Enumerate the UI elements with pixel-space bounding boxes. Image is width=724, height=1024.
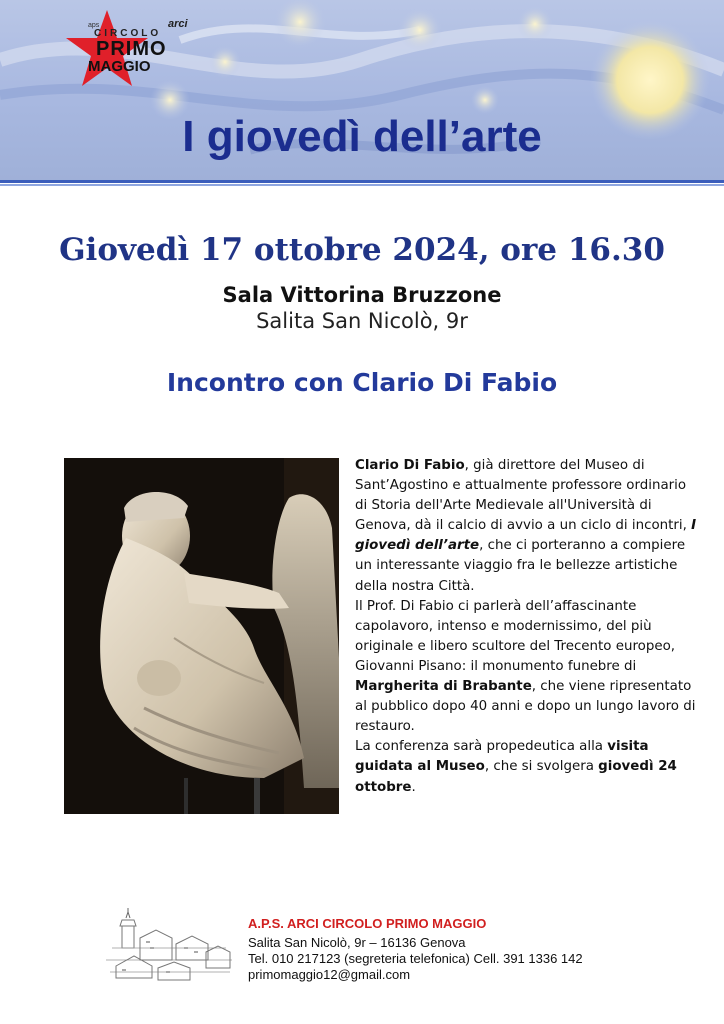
banner-divider-light [0,184,724,186]
sculpture-photo [64,458,339,814]
logo-circolo: CIRCOLO [94,28,162,39]
speaker-name: Clario Di Fabio [355,458,465,473]
association-address: Salita San Nicolò, 9r – 16136 Genova [248,935,466,950]
event-address: Salita San Nicolò, 9r [256,309,468,333]
description-text: La conferenza sarà propedeutica alla [355,739,608,755]
visit-date: giovedì 24 ottobre [355,759,677,795]
monument-subject: Margherita di Brabante [355,679,532,695]
description-text: , già direttore del Museo di Sant’Agostino e attualmente professore ordinario di Storia dell'Arte Medievale all'Università di Genova, dà il calcio di avvio a un ciclo di incontri, [355,458,692,534]
header-banner [0,0,724,182]
event-description [355,456,700,798]
guided-visit: visita guidata al Museo [355,739,649,775]
page-title: I giovedì dell’arte [182,112,542,161]
description-text: . [411,779,416,795]
logo-maggio: MAGGIO [88,58,151,75]
association-email: primomaggio12@gmail.com [248,967,411,982]
description-text: , che viene ripresentato al pubblico dopo 40 anni e dopo un lungo lavoro di restauro. [355,679,696,735]
village-sketch-icon [106,908,236,984]
logo-aps: aps [88,22,100,29]
series-name: I giovedì dell’arte [355,518,697,554]
description-text: , che ci porteranno a compiere un interessante viaggio fra le bellezze artistiche della nostra Città. [355,538,686,594]
description-text: Il Prof. Di Fabio ci parlerà dell’affascinante capolavoro, intenso e modernissimo, del più originale e libero scultore del Trecento europeo, Giovanni Pisano: il monumento funebre di [355,598,676,674]
footer-contact [106,908,666,988]
association-phone: Tel. 010 217123 (segreteria telefonica) Cell. 391 1336 142 [248,951,583,966]
logo-primo: PRIMO [96,38,167,60]
sculpture-illustration [64,458,339,814]
event-date: Giovedì 17 ottobre 2024, ore 16.30 [59,232,665,268]
logo-arci: arci [168,18,188,30]
event-venue: Sala Vittorina Bruzzone [222,283,502,307]
event-subtitle: Incontro con Clario Di Fabio [166,368,558,397]
association-name: A.P.S. ARCI CIRCOLO PRIMO MAGGIO [248,916,487,931]
banner-divider [0,180,724,183]
description-text: , che si svolgera [484,759,599,775]
circolo-logo [62,8,192,88]
